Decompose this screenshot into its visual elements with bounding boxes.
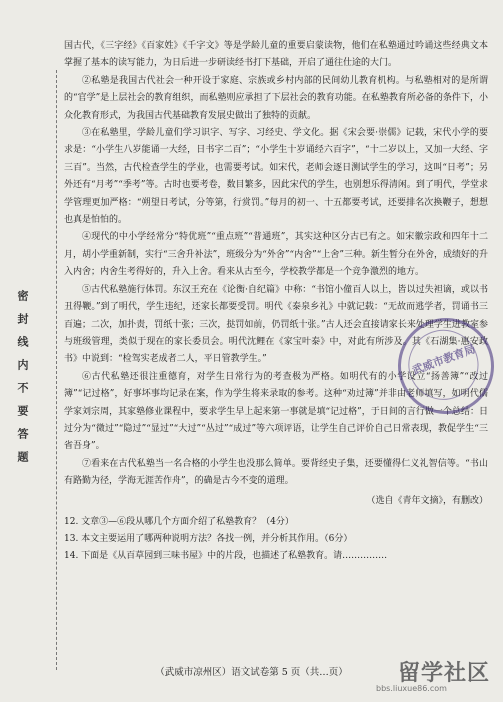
question-14: 14. 下面是《从百草园到三味书屋》中的片段，也描述了私塾教育。请……………	[64, 550, 388, 561]
paragraph-7: ⑦看来在古代私塾当一名合格的小学生也没那么简单。要背经史子集，还要懂得仁义礼智信等。“书山有路勤为径，学海无涯苦作舟”，的确是古今不变的道理。	[64, 458, 488, 487]
watermark-url: bbs.liuxue86.com	[376, 684, 447, 693]
paragraph-2: ②私塾是我国古代社会一种开设于家庭、宗族或乡村内部的民间幼儿教育机构。与私塾相对的是所谓的“官学”是上层社会的教育组织，而私塾则应承担了下层社会的教育功能。在私塾教育所必备的条件下，小众化教育形式，为我国古代基础教育发展史做出了独特的贡献。	[64, 75, 488, 121]
binding-margin	[0, 0, 58, 702]
paragraph-6: ⑥古代私塾还很注重德育，对学生日常行为的考查极为严格。如明代有的小学设立“扬善簿”“改过簿”“记过格”，好事坏事均记录在案，作为学生将来录取的参考。这种“劝过簿”并非由老师填写，如明代儒学家刘宗周，其家塾修业课程中，要求学生早上起来第一事就是填“记过格”，于日间的言行做一个总结：日过分为“微过”“隐过”“显过”“大过”“丛过”“成过”等六项评语，让学生自己评价自己日常表现，教促学生“三省吾身”。	[64, 371, 488, 452]
paragraph-1: 国古代，《三字经》《百家姓》《千字文》等是学龄儿童的重要启蒙读物，他们在私塾通过吟诵这些经典文本掌握了基本的读写能力，为日后进一步研读经书打下基础，开启了通往仕途的大门。	[64, 41, 488, 69]
source-citation: （选自《青年文摘》，有删改）	[366, 495, 488, 506]
seal-line	[56, 70, 57, 670]
paragraph-5: ⑤古代私塾施行体罚。东汉王充在《论衡·自纪篇》中称：“书馆小僮百人以上，皆以过失袒谪，或以书丑得鞭。”到了明代，学生违纪，还家长都要受罚。明代《泰泉乡礼》中就记载：“无故而逃学者，罚诵书三百遍；二次，加扑责，罚纸十张；三次，挞罚如前，仍罚纸十张。”古人还会直接请家长来处理学生进教室参与班级管理，类似于现在的家长委员会。明代沈鲤在《家宝叶泰》中，对此有所涉及。其《石湖集·惠安政书》中说到：“检驾实老成者二人，平日管教学生。”	[64, 284, 488, 365]
site-watermark: 留学社区	[398, 661, 491, 686]
question-13: 13. 本文主要运用了哪两种说明方法？各找一例，并分析其作用。（6分）	[64, 533, 353, 544]
paragraph-3: ③在私塾里，学龄儿童们学习识字、写字、习经史、学文化。据《宋会要·崇儒》记载，宋代小学的要求是：“小学生八岁能诵一大经，日书字二百”；“小学生十岁诵经六百字”，“十二岁以上，又加一大经、字三百”。当然，古代检查学生的学业，也需要考试。如宋代，老师会逐日测试学生的学习，这叫“日考”；另外还有“月考”“季考”等。古时也要考卷，数目繁多，因此宋代的学生，也别想乐得清闲。到了明代，学堂求学管理更加严格：“朔望日考试，分等第，行赏罚。”每月的初一、十五都要考试，还要排名次换鞭子，想想也真是怕怕的。	[64, 128, 488, 226]
stamp-text: 武威市教育局	[410, 342, 478, 378]
page-footer: （武威市凉州区）语文试卷第 5 页（共…页）	[155, 667, 348, 678]
seal-line-notice: 密封线内不要答题	[16, 290, 29, 474]
article-body	[64, 38, 488, 565]
question-12: 12. 文章③—⑥段从哪几个方面介绍了私塾教育？（4分）	[64, 516, 294, 527]
paragraph-4: ④现代的中小学经常分“特优班”“重点班”“普通班”，其实这种区分古已有之。如宋徽宗政和四年十二月，胡小学重新制，实行“三舍升补法”，班级分为“外舍”“内舍”“上舍”三种。新生暂分在外舍，成绩好的升入内舍；内舍生考得好的，升入上舍。看来从古至今，学校教学都是一个竞争激烈的地方。	[64, 232, 488, 278]
